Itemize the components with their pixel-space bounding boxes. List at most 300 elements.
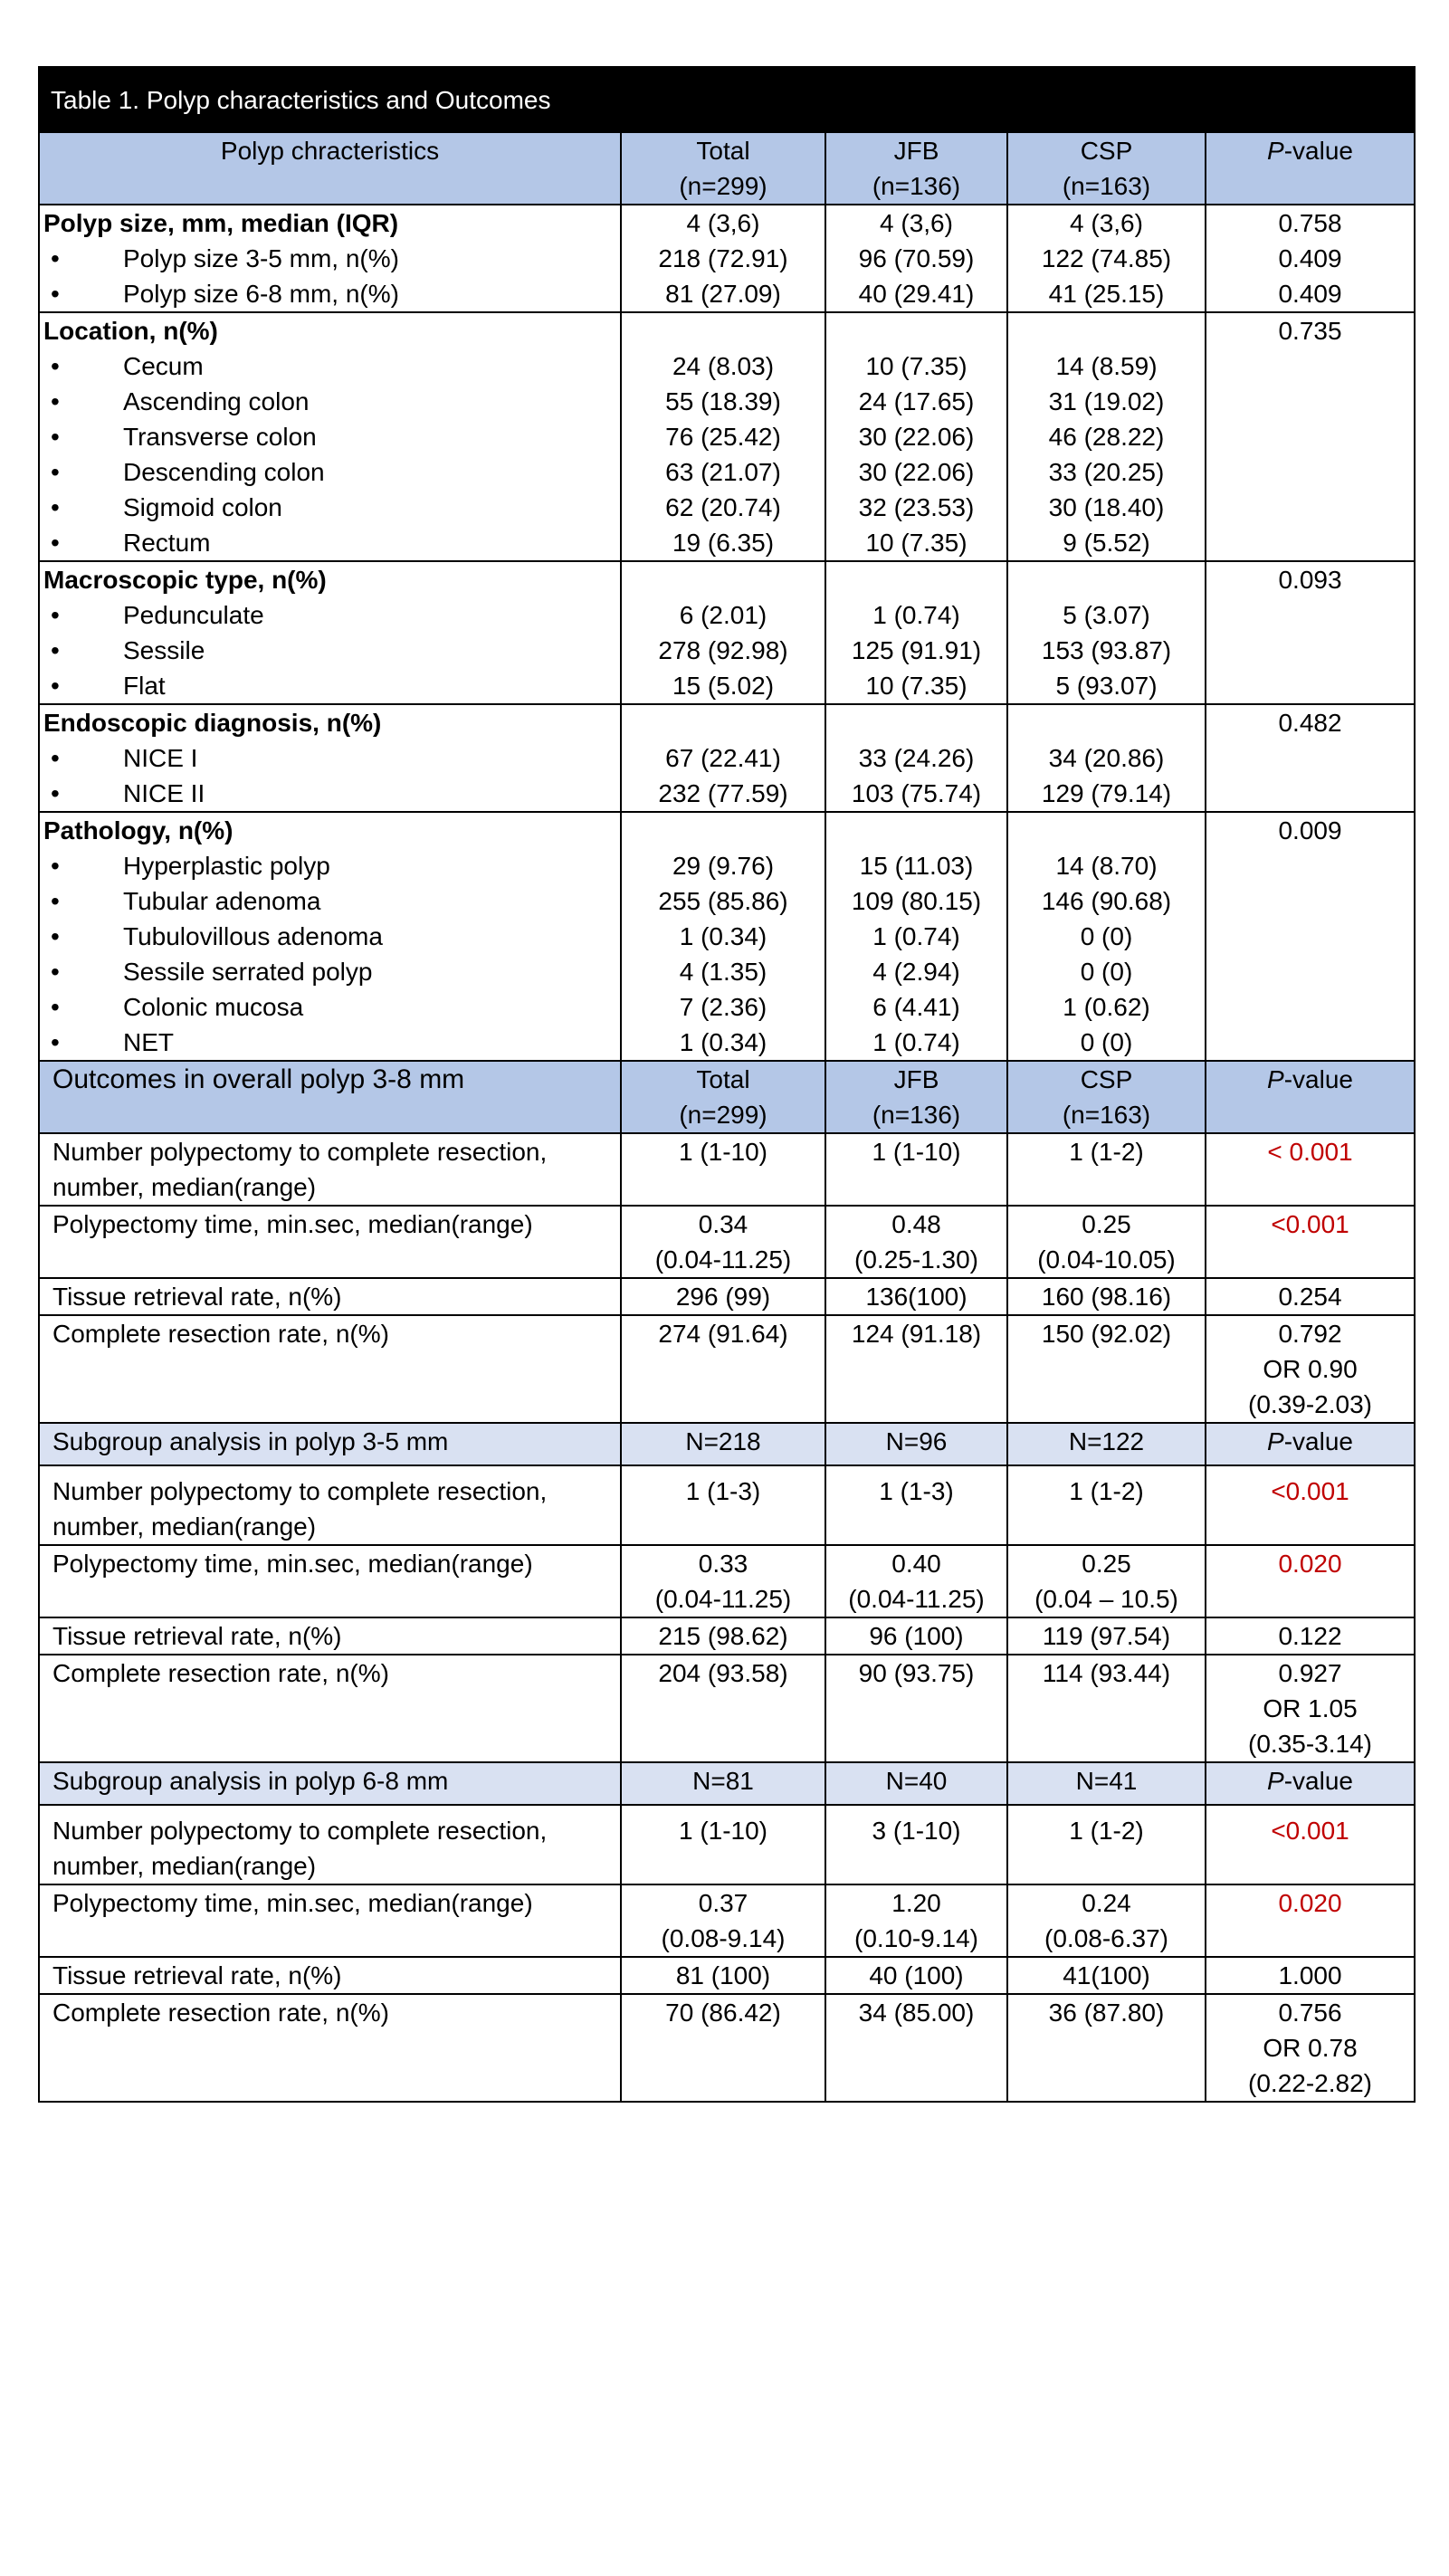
outcome-value: 296 (99) xyxy=(675,1283,771,1311)
outcome-label: Complete resection rate, n(%) xyxy=(52,1320,389,1348)
p-value xyxy=(1210,668,1410,703)
cell-value: 10 (7.35) xyxy=(865,352,968,380)
cell-value: 4 (1.35) xyxy=(679,958,767,986)
cell-value: 125 (91.91) xyxy=(851,636,982,664)
p-value: 0.020 xyxy=(1278,1550,1342,1578)
section-value-cell xyxy=(1206,812,1415,1061)
outcome-value: 160 (98.16) xyxy=(1041,1283,1172,1311)
cell-value: 10 (7.35) xyxy=(865,529,968,557)
outcome-row xyxy=(39,1465,1415,1545)
p-value xyxy=(1210,989,1410,1025)
outcome-header-row xyxy=(39,1061,1415,1133)
outcome-label: Number polypectomy to complete resection, xyxy=(52,1817,548,1845)
outcome-row xyxy=(39,1133,1415,1206)
cell-value: 6 (2.01) xyxy=(679,601,767,629)
section-value-cell xyxy=(825,561,1007,704)
cell-value: 103 (75.74) xyxy=(851,779,982,807)
bullet-item xyxy=(43,384,616,419)
column-header-jfb-n: (n=136) xyxy=(872,172,961,200)
outcome-value-cell xyxy=(621,1617,825,1655)
outcome-label-cell xyxy=(39,1206,621,1278)
outcome-label: number, median(range) xyxy=(52,1512,317,1541)
p-value xyxy=(1210,454,1410,490)
cell-value: 14 (8.70) xyxy=(1055,852,1158,880)
outcome-value: (0.10-9.14) xyxy=(854,1924,978,1952)
outcome-value-cell xyxy=(825,1617,1007,1655)
outcome-pvalue-cell xyxy=(1206,1133,1415,1206)
cell-value xyxy=(1012,813,1201,848)
outcome-value-cell xyxy=(621,1465,825,1545)
outcome-header-text: (n=136) xyxy=(872,1101,961,1129)
cell-value: 24 (17.65) xyxy=(858,387,975,415)
row-label: NET xyxy=(123,1028,174,1056)
row-label: NICE I xyxy=(123,744,198,772)
bullet-icon: • xyxy=(51,280,60,308)
outcome-value: (0.04-10.05) xyxy=(1037,1245,1176,1274)
outcome-value: 34 (85.00) xyxy=(858,1999,975,2027)
p-value: 0.756 xyxy=(1278,1999,1342,2027)
cell-value: 55 (18.39) xyxy=(665,387,781,415)
outcome-label: Number polypectomy to complete resection, xyxy=(52,1138,548,1166)
cell-value: 30 (18.40) xyxy=(1048,493,1165,521)
outcome-header-col xyxy=(621,1423,825,1465)
cell-value xyxy=(830,562,1003,597)
cell-value: 40 (29.41) xyxy=(858,280,975,308)
outcome-label: Tissue retrieval rate, n(%) xyxy=(52,1622,342,1650)
cell-value: 41 (25.15) xyxy=(1048,280,1165,308)
outcome-value-cell xyxy=(825,1206,1007,1278)
outcome-value: 0.48 xyxy=(891,1210,941,1238)
column-header-total-name: Total xyxy=(696,137,750,165)
section-value-cell xyxy=(825,312,1007,561)
outcome-pvalue-cell xyxy=(1206,1957,1415,1994)
section-label-cell xyxy=(39,812,621,1061)
outcome-value: 96 (100) xyxy=(869,1622,964,1650)
cell-value: 24 (8.03) xyxy=(672,352,775,380)
cell-value: 218 (72.91) xyxy=(658,244,788,272)
outcome-value-cell xyxy=(1007,1617,1206,1655)
p-italic: P xyxy=(1267,1065,1284,1093)
row-label: Pedunculate xyxy=(123,601,264,629)
p-value xyxy=(1210,348,1410,384)
row-label: Sessile xyxy=(123,636,205,664)
bullet-icon: • xyxy=(51,852,60,880)
p-value: (0.35-3.14) xyxy=(1248,1730,1372,1758)
cell-value: 81 (27.09) xyxy=(665,280,781,308)
section-label-cell xyxy=(39,561,621,704)
bullet-icon: • xyxy=(51,672,60,700)
outcome-header-pvalue xyxy=(1206,1423,1415,1465)
outcome-row xyxy=(39,1617,1415,1655)
outcome-value-cell xyxy=(825,1315,1007,1423)
outcome-value-cell xyxy=(825,1545,1007,1617)
bullet-item xyxy=(43,454,616,490)
p-value: 0.792 xyxy=(1278,1320,1342,1348)
p-value: < 0.001 xyxy=(1267,1138,1353,1166)
outcome-value: (0.08-6.37) xyxy=(1044,1924,1168,1952)
bullet-icon: • xyxy=(51,887,60,915)
outcome-header-label: Subgroup analysis in polyp 6-8 mm xyxy=(39,1762,621,1805)
row-label: Colonic mucosa xyxy=(123,993,304,1021)
row-label: Pathology, n(%) xyxy=(43,816,234,844)
outcome-value-cell xyxy=(825,1957,1007,1994)
outcome-row xyxy=(39,1655,1415,1762)
cell-value: 122 (74.85) xyxy=(1041,244,1172,272)
section-label-cell xyxy=(39,312,621,561)
row-label: Rectum xyxy=(123,529,211,557)
section-row xyxy=(39,561,1415,704)
outcome-header-pvalue xyxy=(1206,1061,1415,1133)
outcome-value: 274 (91.64) xyxy=(658,1320,788,1348)
cell-value: 67 (22.41) xyxy=(665,744,781,772)
p-rest: -value xyxy=(1283,1065,1353,1093)
outcome-label-cell xyxy=(39,1465,621,1545)
cell-value: 0 (0) xyxy=(1080,1028,1133,1056)
outcome-row xyxy=(39,1315,1415,1423)
bullet-item xyxy=(43,490,616,525)
row-label: Polyp size 6-8 mm, n(%) xyxy=(123,280,399,308)
section-value-cell xyxy=(1007,312,1206,561)
cell-value xyxy=(830,813,1003,848)
outcome-value-cell xyxy=(1007,1805,1206,1884)
outcome-value-cell xyxy=(621,1133,825,1206)
cell-value: 30 (22.06) xyxy=(858,423,975,451)
section-label-cell xyxy=(39,704,621,812)
row-label: Transverse colon xyxy=(123,423,317,451)
cell-value: 34 (20.86) xyxy=(1048,744,1165,772)
outcome-value: 41(100) xyxy=(1063,1961,1150,1989)
outcome-value: 81 (100) xyxy=(675,1961,771,1989)
outcome-header-text: CSP xyxy=(1080,1065,1133,1093)
cell-value xyxy=(625,562,821,597)
p-value xyxy=(1210,740,1410,776)
cell-value: 33 (24.26) xyxy=(858,744,975,772)
cell-value xyxy=(1012,313,1201,348)
column-header-jfb-name: JFB xyxy=(893,137,939,165)
bullet-icon: • xyxy=(51,352,60,380)
p-rest: -value xyxy=(1283,137,1353,165)
row-label: Hyperplastic polyp xyxy=(123,852,330,880)
outcome-value-cell xyxy=(1007,1994,1206,2102)
cell-value: 30 (22.06) xyxy=(858,458,975,486)
p-value: 0.409 xyxy=(1278,244,1342,272)
outcome-value-cell xyxy=(825,1465,1007,1545)
column-header-csp xyxy=(1007,132,1206,205)
outcome-value: 1.20 xyxy=(891,1889,941,1917)
bullet-icon: • xyxy=(51,922,60,950)
outcome-value-cell xyxy=(1007,1315,1206,1423)
outcome-value: 1 (1-10) xyxy=(678,1138,768,1166)
outcome-value-cell xyxy=(1007,1465,1206,1545)
bullet-icon: • xyxy=(51,387,60,415)
section-value-cell xyxy=(621,704,825,812)
cell-value: 15 (11.03) xyxy=(859,852,974,880)
p-value xyxy=(1210,597,1410,633)
p-rest: -value xyxy=(1283,1767,1353,1795)
outcome-value: 119 (97.54) xyxy=(1042,1622,1171,1650)
p-value: OR 0.90 xyxy=(1263,1355,1358,1383)
p-value xyxy=(1210,1025,1410,1060)
outcome-value-cell xyxy=(621,1315,825,1423)
p-italic: P xyxy=(1267,137,1284,165)
outcome-row xyxy=(39,1805,1415,1884)
outcome-value: 40 (100) xyxy=(869,1961,964,1989)
row-label: Macroscopic type, n(%) xyxy=(43,566,327,594)
outcome-value: 1 (1-2) xyxy=(1069,1477,1144,1505)
outcome-value: (0.04-11.25) xyxy=(654,1585,792,1613)
outcome-value-cell xyxy=(825,1133,1007,1206)
bullet-item xyxy=(43,597,616,633)
outcome-label-cell xyxy=(39,1655,621,1762)
p-value xyxy=(1210,384,1410,419)
p-value xyxy=(1210,419,1410,454)
outcome-label: Polypectomy time, min.sec, median(range) xyxy=(52,1889,533,1917)
bullet-item xyxy=(43,776,616,811)
outcome-value: 0.33 xyxy=(698,1550,748,1578)
cell-value: 15 (5.02) xyxy=(672,672,775,700)
cell-value: 109 (80.15) xyxy=(851,887,982,915)
outcome-value: 1 (1-2) xyxy=(1069,1817,1144,1845)
category-heading xyxy=(43,313,616,348)
p-value: OR 0.78 xyxy=(1263,2034,1358,2062)
cell-value: 4 (2.94) xyxy=(872,958,960,986)
section-value-cell xyxy=(1206,561,1415,704)
p-value: <0.001 xyxy=(1271,1210,1349,1238)
outcome-value: 1 (1-3) xyxy=(879,1477,954,1505)
bullet-icon: • xyxy=(51,458,60,486)
row-label: Location, n(%) xyxy=(43,317,218,345)
outcome-value: 3 (1-10) xyxy=(872,1817,961,1845)
category-heading xyxy=(43,562,616,597)
cell-value: 96 (70.59) xyxy=(858,244,975,272)
cell-value: 7 (2.36) xyxy=(679,993,767,1021)
cell-value xyxy=(625,813,821,848)
outcome-label: Complete resection rate, n(%) xyxy=(52,1999,389,2027)
bullet-item xyxy=(43,348,616,384)
outcome-value-cell xyxy=(1007,1278,1206,1315)
outcome-value: 124 (91.18) xyxy=(851,1320,982,1348)
outcome-value-cell xyxy=(621,1206,825,1278)
cell-value: 9 (5.52) xyxy=(1063,529,1150,557)
outcome-label: Number polypectomy to complete resection, xyxy=(52,1477,548,1505)
section-value-cell xyxy=(1007,561,1206,704)
cell-value: 232 (77.59) xyxy=(658,779,788,807)
section-value-cell xyxy=(1206,312,1415,561)
cell-value: 33 (20.25) xyxy=(1048,458,1165,486)
bullet-icon: • xyxy=(51,529,60,557)
section-value-cell xyxy=(1007,704,1206,812)
outcome-label-cell xyxy=(39,1994,621,2102)
outcome-value: (0.08-9.14) xyxy=(661,1924,786,1952)
p-italic: P xyxy=(1267,1427,1284,1455)
outcome-label: Complete resection rate, n(%) xyxy=(52,1659,389,1687)
cell-value: 76 (25.42) xyxy=(665,423,781,451)
column-header-row xyxy=(39,132,1415,205)
outcome-header-col xyxy=(621,1762,825,1805)
outcome-label: Polypectomy time, min.sec, median(range) xyxy=(52,1550,533,1578)
section-value-cell xyxy=(621,812,825,1061)
bullet-icon: • xyxy=(51,244,60,272)
p-rest: -value xyxy=(1283,1427,1353,1455)
p-value: (0.39-2.03) xyxy=(1248,1390,1372,1418)
cell-value: 4 (3,6) xyxy=(880,209,953,237)
p-value xyxy=(1210,883,1410,919)
bullet-item xyxy=(43,1025,616,1060)
column-header-total-n: (n=299) xyxy=(679,172,767,200)
outcome-header-col xyxy=(825,1762,1007,1805)
outcome-header-text: (n=299) xyxy=(679,1101,767,1129)
p-value xyxy=(1210,776,1410,811)
bullet-icon: • xyxy=(51,493,60,521)
outcome-value: (0.25-1.30) xyxy=(854,1245,978,1274)
row-label: Flat xyxy=(123,672,166,700)
outcome-header-col xyxy=(1007,1762,1206,1805)
cell-value: 63 (21.07) xyxy=(665,458,781,486)
outcome-header-text: N=122 xyxy=(1068,1427,1145,1455)
outcome-value: 114 (93.44) xyxy=(1042,1659,1171,1687)
cell-value: 5 (3.07) xyxy=(1063,601,1150,629)
outcome-value-cell xyxy=(621,1545,825,1617)
section-row xyxy=(39,205,1415,312)
outcome-value: 1 (1-2) xyxy=(1069,1138,1144,1166)
outcome-label-cell xyxy=(39,1884,621,1957)
row-label: Polyp size, mm, median (IQR) xyxy=(43,209,399,237)
outcome-value: 204 (93.58) xyxy=(658,1659,788,1687)
outcome-label-cell xyxy=(39,1805,621,1884)
cell-value: 146 (90.68) xyxy=(1041,887,1172,915)
outcome-value: 1 (1-10) xyxy=(678,1817,768,1845)
section-label-cell xyxy=(39,205,621,312)
table-title: Table 1. Polyp characteristics and Outcomes xyxy=(39,67,1415,132)
outcome-label: Polypectomy time, min.sec, median(range) xyxy=(52,1210,533,1238)
outcome-value: 0.40 xyxy=(891,1550,941,1578)
section-value-cell xyxy=(621,312,825,561)
outcome-header-col xyxy=(825,1061,1007,1133)
cell-value: 278 (92.98) xyxy=(658,636,788,664)
outcome-header-row xyxy=(39,1423,1415,1465)
cell-value xyxy=(1012,705,1201,740)
cell-value xyxy=(830,705,1003,740)
p-value: 0.093 xyxy=(1278,566,1342,594)
outcome-header-row xyxy=(39,1762,1415,1805)
outcome-label: Tissue retrieval rate, n(%) xyxy=(52,1283,342,1311)
bullet-item xyxy=(43,954,616,989)
section-value-cell xyxy=(1206,704,1415,812)
outcome-value: (0.04-11.25) xyxy=(848,1585,985,1613)
outcome-header-col xyxy=(621,1061,825,1133)
p-value: (0.22-2.82) xyxy=(1248,2069,1372,2097)
row-label: Cecum xyxy=(123,352,204,380)
outcome-value-cell xyxy=(1007,1655,1206,1762)
bullet-icon: • xyxy=(51,423,60,451)
column-header-csp-n: (n=163) xyxy=(1062,172,1151,200)
outcome-label: number, median(range) xyxy=(52,1173,317,1201)
p-value: 0.020 xyxy=(1278,1889,1342,1917)
bullet-icon: • xyxy=(51,601,60,629)
outcome-value-cell xyxy=(621,1805,825,1884)
outcome-pvalue-cell xyxy=(1206,1805,1415,1884)
outcome-pvalue-cell xyxy=(1206,1315,1415,1423)
category-heading xyxy=(43,705,616,740)
section-value-cell xyxy=(1206,205,1415,312)
outcome-value-cell xyxy=(825,1994,1007,2102)
p-italic: P xyxy=(1267,1767,1284,1795)
outcome-header-text: JFB xyxy=(893,1065,939,1093)
bullet-item xyxy=(43,919,616,954)
bullet-item xyxy=(43,419,616,454)
outcome-value: (0.04 – 10.5) xyxy=(1034,1585,1178,1613)
bullet-item xyxy=(43,276,616,311)
outcome-label: number, median(range) xyxy=(52,1852,317,1880)
bullet-item xyxy=(43,668,616,703)
outcome-value: 1 (1-3) xyxy=(685,1477,761,1505)
outcome-value-cell xyxy=(825,1655,1007,1762)
cell-value: 0 (0) xyxy=(1080,958,1133,986)
bullet-item xyxy=(43,989,616,1025)
outcome-label-cell xyxy=(39,1957,621,1994)
column-header-label: Polyp chracteristics xyxy=(39,132,621,205)
outcome-row xyxy=(39,1206,1415,1278)
outcome-header-col xyxy=(825,1423,1007,1465)
p-value xyxy=(1210,633,1410,668)
outcome-value: 36 (87.80) xyxy=(1048,1999,1165,2027)
outcome-header-text: N=96 xyxy=(885,1427,948,1455)
row-label: Tubular adenoma xyxy=(123,887,321,915)
p-value: 0.735 xyxy=(1278,317,1342,345)
outcome-pvalue-cell xyxy=(1206,1206,1415,1278)
outcome-value: 0.34 xyxy=(698,1210,748,1238)
section-row xyxy=(39,812,1415,1061)
outcome-value-cell xyxy=(621,1957,825,1994)
row-label: Sigmoid colon xyxy=(123,493,282,521)
outcome-header-label: Subgroup analysis in polyp 3-5 mm xyxy=(39,1423,621,1465)
p-value xyxy=(1210,848,1410,883)
outcome-label-cell xyxy=(39,1133,621,1206)
category-heading xyxy=(43,813,616,848)
p-value xyxy=(1210,954,1410,989)
section-value-cell xyxy=(621,205,825,312)
outcome-value: 136(100) xyxy=(865,1283,968,1311)
cell-value: 255 (85.86) xyxy=(658,887,788,915)
outcome-value-cell xyxy=(1007,1545,1206,1617)
outcome-value-cell xyxy=(621,1994,825,2102)
cell-value: 6 (4.41) xyxy=(872,993,960,1021)
p-value xyxy=(1210,490,1410,525)
p-value: 1.000 xyxy=(1278,1961,1342,1989)
p-value: 0.482 xyxy=(1278,709,1342,737)
outcome-value: 0.24 xyxy=(1082,1889,1131,1917)
outcome-value-cell xyxy=(825,1278,1007,1315)
column-header-csp-name: CSP xyxy=(1080,137,1133,165)
outcome-pvalue-cell xyxy=(1206,1617,1415,1655)
outcome-value-cell xyxy=(621,1884,825,1957)
row-label: Ascending colon xyxy=(123,387,310,415)
bullet-item xyxy=(43,633,616,668)
row-label: Descending colon xyxy=(123,458,325,486)
p-value: 0.122 xyxy=(1278,1622,1342,1650)
p-value: 0.409 xyxy=(1278,280,1342,308)
outcome-header-text: N=40 xyxy=(885,1767,948,1795)
category-heading xyxy=(43,205,616,241)
outcome-value: 215 (98.62) xyxy=(658,1622,788,1650)
outcome-header-col xyxy=(1007,1061,1206,1133)
cell-value: 29 (9.76) xyxy=(672,852,775,880)
row-label: Tubulovillous adenoma xyxy=(123,922,383,950)
outcome-value-cell xyxy=(825,1805,1007,1884)
outcome-header-col xyxy=(1007,1423,1206,1465)
p-value: <0.001 xyxy=(1271,1817,1349,1845)
p-value xyxy=(1210,525,1410,560)
